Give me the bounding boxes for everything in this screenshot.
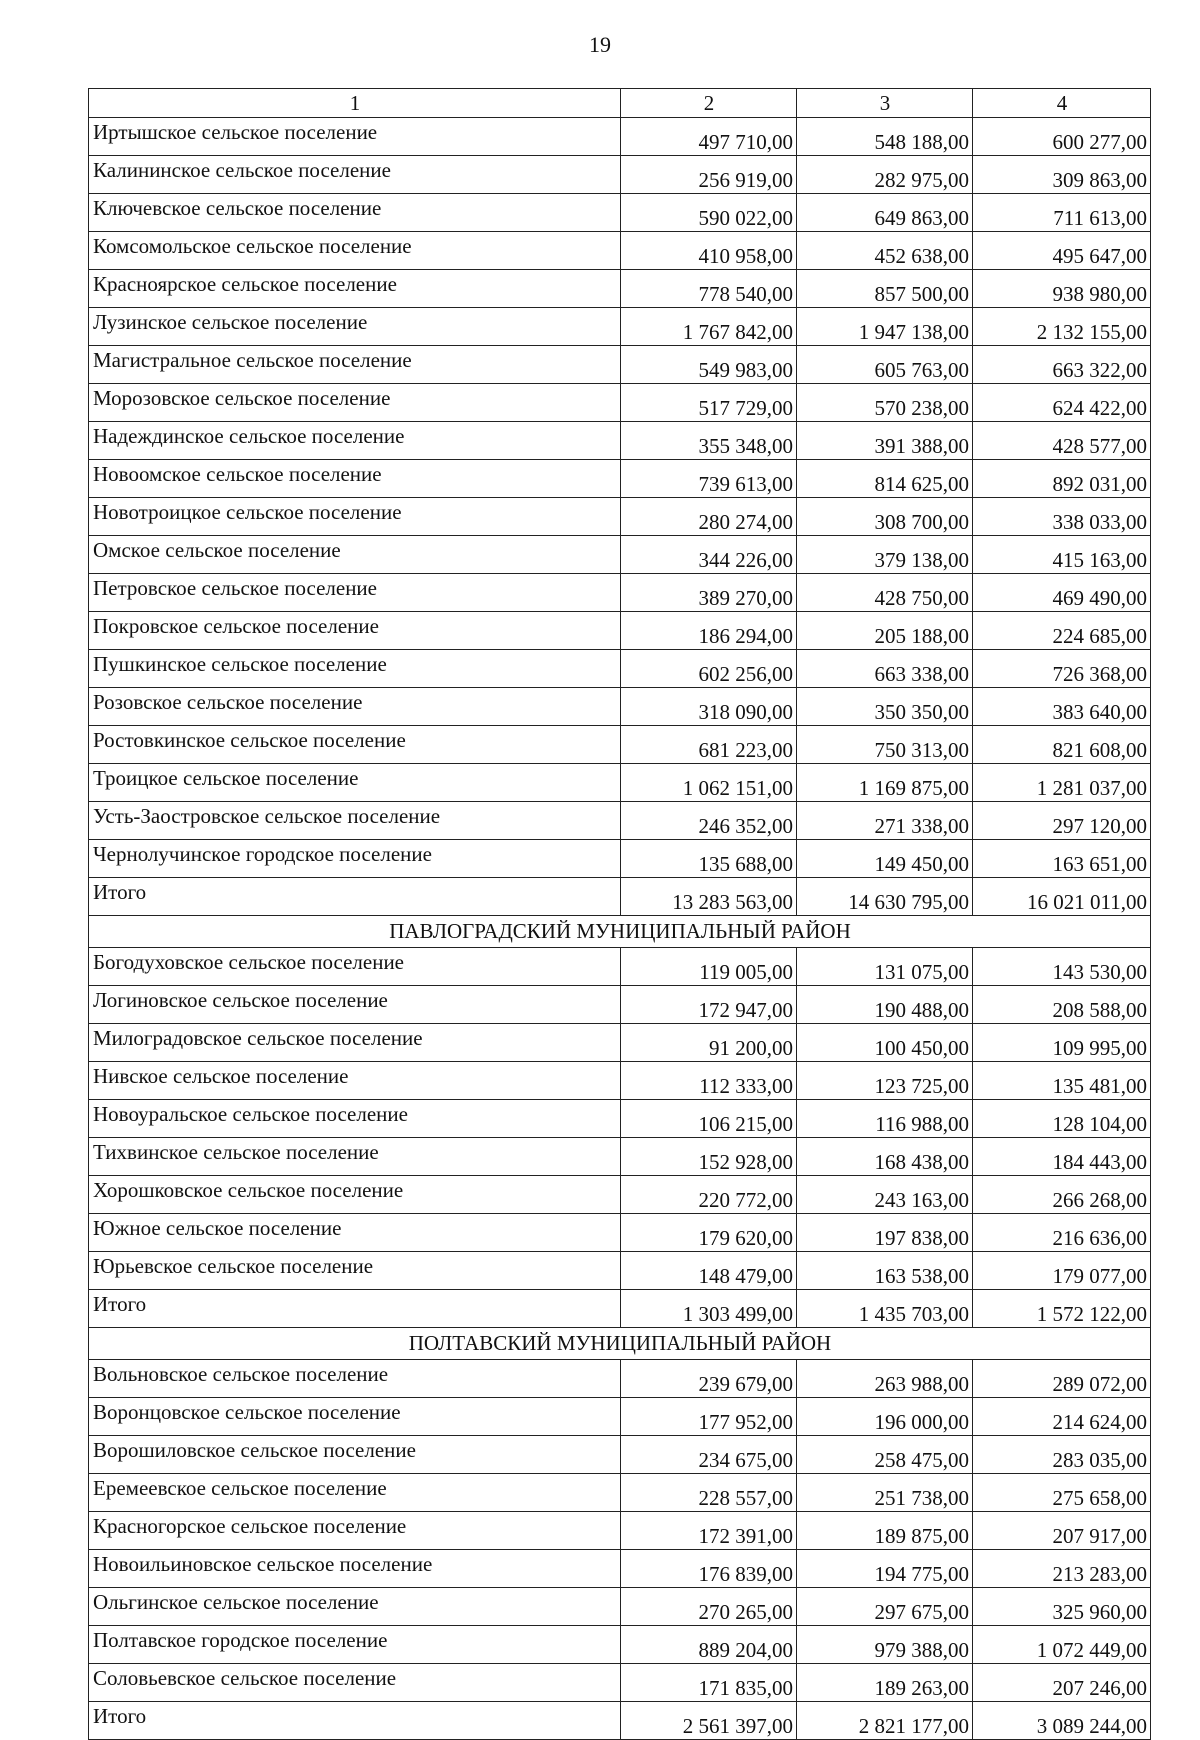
table-row [89, 422, 1151, 460]
table-row [89, 1588, 1151, 1626]
table-body [89, 89, 1151, 1740]
amount-cell: 172 391,00 [621, 1512, 797, 1550]
amount-cell: 190 488,00 [797, 986, 973, 1024]
amount-cell: 570 238,00 [797, 384, 973, 422]
amount-cell: 214 624,00 [973, 1398, 1151, 1436]
amount-cell: 207 917,00 [973, 1512, 1151, 1550]
amount-cell: 1 062 151,00 [621, 764, 797, 802]
amount-cell: 778 540,00 [621, 270, 797, 308]
amount-cell: 590 022,00 [621, 194, 797, 232]
amount-cell: 275 658,00 [973, 1474, 1151, 1512]
settlement-name: Хорошковское сельское поселение [89, 1176, 621, 1214]
amount-cell: 289 072,00 [973, 1360, 1151, 1398]
column-number-header: 3 [797, 89, 973, 118]
amount-cell: 355 348,00 [621, 422, 797, 460]
amount-cell: 135 688,00 [621, 840, 797, 878]
amount-cell: 184 443,00 [973, 1138, 1151, 1176]
table-row [89, 232, 1151, 270]
table-row [89, 194, 1151, 232]
amount-cell: 497 710,00 [621, 118, 797, 156]
settlement-name: Ворошиловское сельское поселение [89, 1436, 621, 1474]
total-amount: 13 283 563,00 [621, 878, 797, 916]
amount-cell: 517 729,00 [621, 384, 797, 422]
settlement-name: Новоуральское сельское поселение [89, 1100, 621, 1138]
amount-cell: 179 620,00 [621, 1214, 797, 1252]
amount-cell: 282 975,00 [797, 156, 973, 194]
amount-cell: 649 863,00 [797, 194, 973, 232]
table-row [89, 612, 1151, 650]
amount-cell: 131 075,00 [797, 948, 973, 986]
amount-cell: 1 072 449,00 [973, 1626, 1151, 1664]
amount-cell: 143 530,00 [973, 948, 1151, 986]
amount-cell: 186 294,00 [621, 612, 797, 650]
amount-cell: 197 838,00 [797, 1214, 973, 1252]
amount-cell: 469 490,00 [973, 574, 1151, 612]
settlement-name: Милоградовское сельское поселение [89, 1024, 621, 1062]
amount-cell: 726 368,00 [973, 650, 1151, 688]
amount-cell: 297 675,00 [797, 1588, 973, 1626]
amount-cell: 280 274,00 [621, 498, 797, 536]
amount-cell: 2 132 155,00 [973, 308, 1151, 346]
settlement-name: Розовское сельское поселение [89, 688, 621, 726]
table-row [89, 308, 1151, 346]
amount-cell: 196 000,00 [797, 1398, 973, 1436]
settlement-name: Новоильиновское сельское поселение [89, 1550, 621, 1588]
total-label: Итого [89, 878, 621, 916]
amount-cell: 119 005,00 [621, 948, 797, 986]
column-number-header-row [89, 89, 1151, 118]
amount-cell: 163 538,00 [797, 1252, 973, 1290]
total-amount: 2 821 177,00 [797, 1702, 973, 1740]
amount-cell: 410 958,00 [621, 232, 797, 270]
settlement-name: Нивское сельское поселение [89, 1062, 621, 1100]
amount-cell: 309 863,00 [973, 156, 1151, 194]
amount-cell: 938 980,00 [973, 270, 1151, 308]
settlement-name: Лузинское сельское поселение [89, 308, 621, 346]
amount-cell: 109 995,00 [973, 1024, 1151, 1062]
amount-cell: 283 035,00 [973, 1436, 1151, 1474]
amount-cell: 379 138,00 [797, 536, 973, 574]
settlement-name: Еремеевское сельское поселение [89, 1474, 621, 1512]
table-row [89, 1024, 1151, 1062]
total-amount: 14 630 795,00 [797, 878, 973, 916]
settlement-name: Южное сельское поселение [89, 1214, 621, 1252]
amount-cell: 168 438,00 [797, 1138, 973, 1176]
table-row [89, 688, 1151, 726]
table-row [89, 1626, 1151, 1664]
settlement-name: Красногорское сельское поселение [89, 1512, 621, 1550]
amount-cell: 216 636,00 [973, 1214, 1151, 1252]
amount-cell: 344 226,00 [621, 536, 797, 574]
table-row [89, 948, 1151, 986]
amount-cell: 892 031,00 [973, 460, 1151, 498]
amount-cell: 428 750,00 [797, 574, 973, 612]
amount-cell: 149 450,00 [797, 840, 973, 878]
amount-cell: 239 679,00 [621, 1360, 797, 1398]
district-header-row [89, 1328, 1151, 1360]
table-row [89, 574, 1151, 612]
total-row [89, 1290, 1151, 1328]
table-row [89, 1436, 1151, 1474]
amount-cell: 152 928,00 [621, 1138, 797, 1176]
total-amount: 1 303 499,00 [621, 1290, 797, 1328]
settlement-name: Омское сельское поселение [89, 536, 621, 574]
district-name: ПОЛТАВСКИЙ МУНИЦИПАЛЬНЫЙ РАЙОН [89, 1328, 1151, 1360]
table-row [89, 1062, 1151, 1100]
total-amount: 1 572 122,00 [973, 1290, 1151, 1328]
table-row [89, 346, 1151, 384]
amount-cell: 171 835,00 [621, 1664, 797, 1702]
amount-cell: 112 333,00 [621, 1062, 797, 1100]
table-row [89, 986, 1151, 1024]
table-row [89, 1252, 1151, 1290]
settlement-name: Комсомольское сельское поселение [89, 232, 621, 270]
amount-cell: 750 313,00 [797, 726, 973, 764]
table-row [89, 802, 1151, 840]
table-row [89, 460, 1151, 498]
settlement-name: Красноярское сельское поселение [89, 270, 621, 308]
amount-cell: 1 169 875,00 [797, 764, 973, 802]
amount-cell: 172 947,00 [621, 986, 797, 1024]
table-row [89, 650, 1151, 688]
amount-cell: 246 352,00 [621, 802, 797, 840]
amount-cell: 123 725,00 [797, 1062, 973, 1100]
amount-cell: 266 268,00 [973, 1176, 1151, 1214]
amount-cell: 228 557,00 [621, 1474, 797, 1512]
amount-cell: 271 338,00 [797, 802, 973, 840]
settlement-name: Воронцовское сельское поселение [89, 1398, 621, 1436]
amount-cell: 220 772,00 [621, 1176, 797, 1214]
amount-cell: 148 479,00 [621, 1252, 797, 1290]
amount-cell: 194 775,00 [797, 1550, 973, 1588]
amount-cell: 256 919,00 [621, 156, 797, 194]
amount-cell: 415 163,00 [973, 536, 1151, 574]
total-label: Итого [89, 1702, 621, 1740]
amount-cell: 600 277,00 [973, 118, 1151, 156]
amount-cell: 243 163,00 [797, 1176, 973, 1214]
amount-cell: 325 960,00 [973, 1588, 1151, 1626]
amount-cell: 318 090,00 [621, 688, 797, 726]
table-row [89, 1474, 1151, 1512]
amount-cell: 821 608,00 [973, 726, 1151, 764]
amount-cell: 624 422,00 [973, 384, 1151, 422]
amount-cell: 889 204,00 [621, 1626, 797, 1664]
amount-cell: 663 322,00 [973, 346, 1151, 384]
table-row [89, 1176, 1151, 1214]
amount-cell: 177 952,00 [621, 1398, 797, 1436]
amount-cell: 739 613,00 [621, 460, 797, 498]
settlement-name: Юрьевское сельское поселение [89, 1252, 621, 1290]
amount-cell: 100 450,00 [797, 1024, 973, 1062]
amount-cell: 605 763,00 [797, 346, 973, 384]
settlement-name: Петровское сельское поселение [89, 574, 621, 612]
amount-cell: 116 988,00 [797, 1100, 973, 1138]
settlement-name: Полтавское городское поселение [89, 1626, 621, 1664]
settlement-name: Морозовское сельское поселение [89, 384, 621, 422]
settlement-name: Новотроицкое сельское поселение [89, 498, 621, 536]
amount-cell: 205 188,00 [797, 612, 973, 650]
amount-cell: 548 188,00 [797, 118, 973, 156]
budget-table [88, 88, 1151, 1740]
amount-cell: 857 500,00 [797, 270, 973, 308]
table-row [89, 118, 1151, 156]
amount-cell: 106 215,00 [621, 1100, 797, 1138]
amount-cell: 189 263,00 [797, 1664, 973, 1702]
settlement-name: Новоомское сельское поселение [89, 460, 621, 498]
amount-cell: 297 120,00 [973, 802, 1151, 840]
amount-cell: 681 223,00 [621, 726, 797, 764]
total-amount: 16 021 011,00 [973, 878, 1151, 916]
amount-cell: 383 640,00 [973, 688, 1151, 726]
amount-cell: 428 577,00 [973, 422, 1151, 460]
settlement-name: Усть-Заостровское сельское поселение [89, 802, 621, 840]
table-row [89, 726, 1151, 764]
amount-cell: 495 647,00 [973, 232, 1151, 270]
table-row [89, 1100, 1151, 1138]
amount-cell: 1 947 138,00 [797, 308, 973, 346]
amount-cell: 208 588,00 [973, 986, 1151, 1024]
total-row [89, 878, 1151, 916]
district-header-row [89, 916, 1151, 948]
settlement-name: Троицкое сельское поселение [89, 764, 621, 802]
amount-cell: 663 338,00 [797, 650, 973, 688]
amount-cell: 213 283,00 [973, 1550, 1151, 1588]
amount-cell: 251 738,00 [797, 1474, 973, 1512]
total-amount: 3 089 244,00 [973, 1702, 1151, 1740]
amount-cell: 1 281 037,00 [973, 764, 1151, 802]
amount-cell: 258 475,00 [797, 1436, 973, 1474]
amount-cell: 163 651,00 [973, 840, 1151, 878]
table-row [89, 1138, 1151, 1176]
amount-cell: 179 077,00 [973, 1252, 1151, 1290]
table-row [89, 1512, 1151, 1550]
amount-cell: 128 104,00 [973, 1100, 1151, 1138]
table-row [89, 156, 1151, 194]
settlement-name: Соловьевское сельское поселение [89, 1664, 621, 1702]
amount-cell: 814 625,00 [797, 460, 973, 498]
table-row [89, 384, 1151, 422]
amount-cell: 549 983,00 [621, 346, 797, 384]
settlement-name: Калининское сельское поселение [89, 156, 621, 194]
amount-cell: 263 988,00 [797, 1360, 973, 1398]
amount-cell: 234 675,00 [621, 1436, 797, 1474]
settlement-name: Пушкинское сельское поселение [89, 650, 621, 688]
amount-cell: 602 256,00 [621, 650, 797, 688]
total-amount: 1 435 703,00 [797, 1290, 973, 1328]
amount-cell: 711 613,00 [973, 194, 1151, 232]
amount-cell: 979 388,00 [797, 1626, 973, 1664]
settlement-name: Логиновское сельское поселение [89, 986, 621, 1024]
amount-cell: 350 350,00 [797, 688, 973, 726]
district-name: ПАВЛОГРАДСКИЙ МУНИЦИПАЛЬНЫЙ РАЙОН [89, 916, 1151, 948]
amount-cell: 1 767 842,00 [621, 308, 797, 346]
table-row [89, 536, 1151, 574]
settlement-name: Надеждинское сельское поселение [89, 422, 621, 460]
table-row [89, 1550, 1151, 1588]
settlement-name: Иртышское сельское поселение [89, 118, 621, 156]
table-row [89, 1360, 1151, 1398]
settlement-name: Вольновское сельское поселение [89, 1360, 621, 1398]
table-row [89, 764, 1151, 802]
table-row [89, 840, 1151, 878]
settlement-name: Ростовкинское сельское поселение [89, 726, 621, 764]
amount-cell: 270 265,00 [621, 1588, 797, 1626]
column-number-header: 2 [621, 89, 797, 118]
table-row [89, 1214, 1151, 1252]
amount-cell: 452 638,00 [797, 232, 973, 270]
page-number: 19 [589, 32, 611, 57]
column-number-header: 4 [973, 89, 1151, 118]
settlement-name: Покровское сельское поселение [89, 612, 621, 650]
amount-cell: 189 875,00 [797, 1512, 973, 1550]
amount-cell: 338 033,00 [973, 498, 1151, 536]
settlement-name: Тихвинское сельское поселение [89, 1138, 621, 1176]
table-row [89, 498, 1151, 536]
amount-cell: 224 685,00 [973, 612, 1151, 650]
amount-cell: 308 700,00 [797, 498, 973, 536]
amount-cell: 91 200,00 [621, 1024, 797, 1062]
column-number-header: 1 [89, 89, 621, 118]
total-amount: 2 561 397,00 [621, 1702, 797, 1740]
total-label: Итого [89, 1290, 621, 1328]
table-row [89, 270, 1151, 308]
amount-cell: 389 270,00 [621, 574, 797, 612]
settlement-name: Ключевское сельское поселение [89, 194, 621, 232]
total-row [89, 1702, 1151, 1740]
table-row [89, 1398, 1151, 1436]
amount-cell: 176 839,00 [621, 1550, 797, 1588]
amount-cell: 135 481,00 [973, 1062, 1151, 1100]
amount-cell: 391 388,00 [797, 422, 973, 460]
settlement-name: Чернолучинское городское поселение [89, 840, 621, 878]
settlement-name: Ольгинское сельское поселение [89, 1588, 621, 1626]
amount-cell: 207 246,00 [973, 1664, 1151, 1702]
settlement-name: Магистральное сельское поселение [89, 346, 621, 384]
settlement-name: Богодуховское сельское поселение [89, 948, 621, 986]
